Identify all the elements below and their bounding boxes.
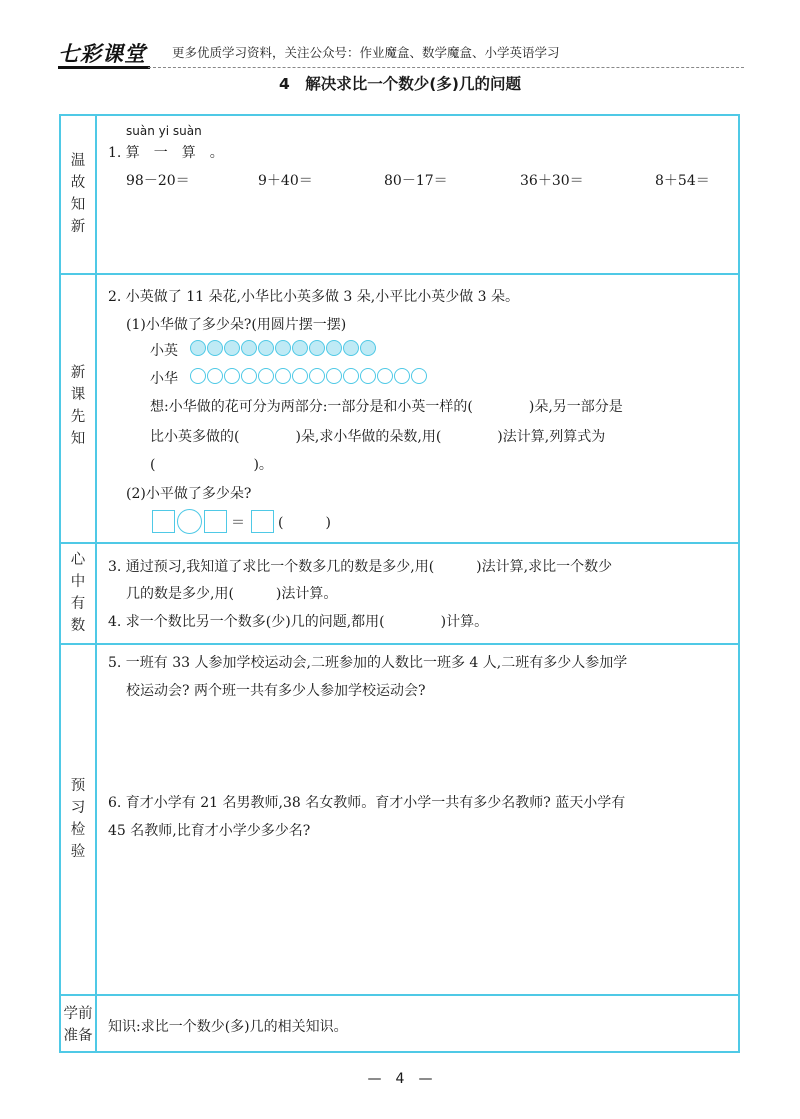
counter-circle [292,368,308,384]
q2-stem: 2. 小英做了 11 朵花,小华比小英多做 3 朵,小平比小英少做 3 朵。 [108,289,520,305]
q2-think-line-2: 比小英多做的( )朵,求小华做的朵数,用( )法计算,列算式为 [150,429,606,445]
q5-line-2: 校运动会? 两个班一共有多少人参加学校运动会? [126,683,426,699]
counter-circle [241,368,257,384]
counter-circle [275,368,291,384]
section-divider-1 [59,273,740,275]
counter-circle [360,368,376,384]
section-divider-2 [59,542,740,544]
unit-blank[interactable]: ( ) [278,515,331,531]
q5-line-1: 5. 一班有 33 人参加学校运动会,二班参加的人数比一班多 4 人,二班有多少人参加学 [108,655,628,671]
xiaohua-label: 小华 [150,371,178,387]
counter-circle [190,368,206,384]
section-label-review: 温 故 知 新 [70,153,86,235]
brand-logo: 七彩课堂 [58,42,146,66]
counter-circle [309,368,325,384]
counter-circle [326,368,342,384]
q3-line-1: 3. 通过预习,我知道了求比一个数多几的数是多少,用( )法计算,求比一个数少 [108,559,613,575]
q2-think-line-3: ( )。 [150,457,273,473]
counter-circle [411,368,427,384]
q2-part1: (1)小华做了多少朵?(用圆片摆一摆) [126,317,347,333]
page-number: — 4 — [367,1071,433,1087]
counter-circle [394,368,410,384]
prep-knowledge: 知识:求比一个数少(多)几的相关知识。 [108,1019,348,1035]
equals-sign: ＝ [231,515,245,531]
q1-expr-4: 36＋30＝ [520,173,584,189]
answer-box-3[interactable] [251,510,274,533]
section-label-mind: 心 中 有 数 [70,552,86,634]
counter-circle [241,340,257,356]
xiaoying-circles [190,340,376,356]
q1-expr-5: 8＋54＝ [655,173,710,189]
counter-circle [343,368,359,384]
q3-line-2: 几的数是多少,用( )法计算。 [126,586,338,602]
q2-think-line-1: 想:小华做的花可分为两部分:一部分是和小英一样的( )朵,另一部分是 [150,399,623,415]
q1-expr-3: 80－17＝ [384,173,448,189]
xiaohua-circles [190,368,427,384]
header-divider [148,67,744,68]
logo-underline [58,66,150,69]
q6-line-2: 45 名教师,比育才小学少多少名? [108,823,311,839]
counter-circle [224,368,240,384]
section-label-preview-check: 预 习 检 验 [70,778,86,860]
counter-circle [224,340,240,356]
label-column-divider [95,114,97,1053]
counter-circle [258,340,274,356]
q6-line-1: 6. 育才小学有 21 名男教师,38 名女教师。育才小学一共有多少名教师? 蓝天小学有 [108,795,626,811]
answer-box-1[interactable] [152,510,175,533]
q4-line-1: 4. 求一个数比另一个数多(少)几的问题,都用( )计算。 [108,614,489,630]
counter-circle [190,340,206,356]
section-divider-4 [59,994,740,996]
section-label-prep: 学前 准备 [63,1006,93,1044]
page-title: 4 解决求比一个数少(多)几的问题 [279,75,521,93]
counter-circle [326,340,342,356]
q1-title: 1. 算 一 算 。 [108,145,224,161]
counter-circle [377,368,393,384]
counter-circle [309,340,325,356]
counter-circle [258,368,274,384]
counter-circle [207,340,223,356]
operator-circle[interactable] [177,509,202,534]
q1-pinyin: suàn yi suàn [126,124,202,138]
counter-circle [292,340,308,356]
answer-box-2[interactable] [204,510,227,533]
section-divider-3 [59,643,740,645]
q1-expr-1: 98－20＝ [126,173,190,189]
section-label-new-lesson: 新 课 先 知 [70,365,86,447]
xiaoying-label: 小英 [150,343,178,359]
q2-part2: (2)小平做了多少朵? [126,486,252,502]
counter-circle [207,368,223,384]
counter-circle [275,340,291,356]
counter-circle [343,340,359,356]
q1-expr-2: 9＋40＝ [258,173,313,189]
header-slogan: 更多优质学习资料，关注公众号：作业魔盒、数学魔盒、小学英语学习 [172,45,560,60]
counter-circle [360,340,376,356]
